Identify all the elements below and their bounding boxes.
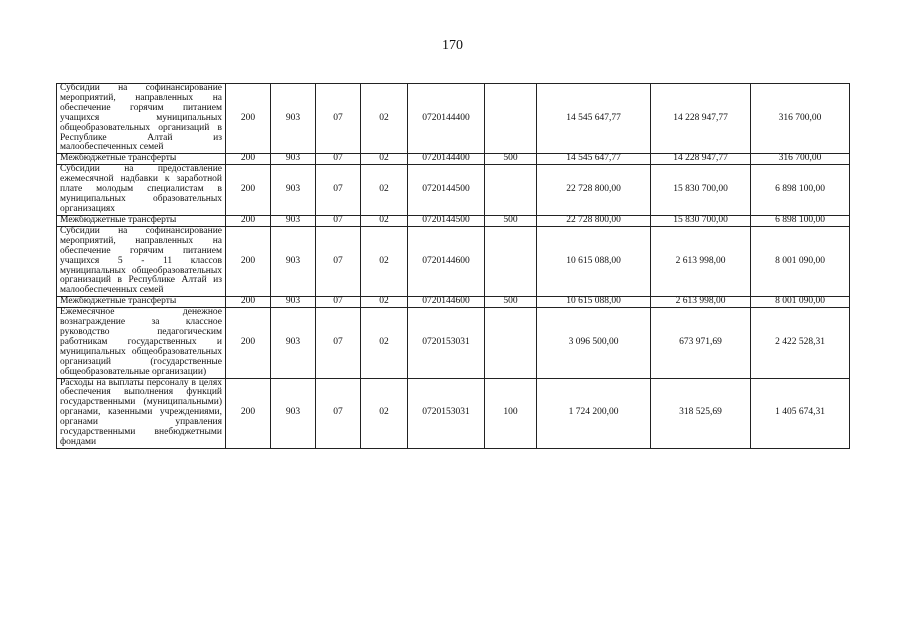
section-code-cell: 07 — [316, 84, 361, 154]
amount-second-cell: 14 228 947,77 — [651, 84, 751, 154]
amount-total-cell: 10 615 088,00 — [537, 226, 651, 296]
table-row — [57, 215, 850, 226]
amount-third-cell: 6 898 100,00 — [751, 215, 850, 226]
table-row — [57, 378, 850, 448]
amount-second-cell: 15 830 700,00 — [651, 215, 751, 226]
row-name-cell: Субсидии на предоставление ежемесячной надбавки к заработной плате молодым специалистам в муниципальных образовательных организациях — [57, 165, 226, 216]
admin-code-cell: 200 — [226, 308, 271, 378]
amount-total-cell: 22 728 800,00 — [537, 165, 651, 216]
section-code-cell: 07 — [316, 297, 361, 308]
ministry-code-cell: 903 — [271, 215, 316, 226]
amount-third-cell: 316 700,00 — [751, 84, 850, 154]
amount-total-cell: 22 728 800,00 — [537, 215, 651, 226]
amount-third-cell: 8 001 090,00 — [751, 297, 850, 308]
ministry-code-cell: 903 — [271, 226, 316, 296]
subsection-code-cell: 02 — [361, 297, 408, 308]
row-name-cell: Ежемесячное денежное вознаграждение за классное руководство педагогическим работникам государственных и муниципальных общеобразовательных организаций (государственные общеобразовательные организации) — [57, 308, 226, 378]
section-code-cell: 07 — [316, 378, 361, 448]
expense-type-cell — [485, 226, 537, 296]
expense-type-cell — [485, 308, 537, 378]
amount-second-cell: 15 830 700,00 — [651, 165, 751, 216]
amount-total-cell: 3 096 500,00 — [537, 308, 651, 378]
table-row — [57, 226, 850, 296]
expense-type-cell: 100 — [485, 378, 537, 448]
amount-third-cell: 8 001 090,00 — [751, 226, 850, 296]
subsection-code-cell: 02 — [361, 215, 408, 226]
row-name-cell: Межбюджетные трансферты — [57, 215, 226, 226]
amount-third-cell: 1 405 674,31 — [751, 378, 850, 448]
admin-code-cell: 200 — [226, 165, 271, 216]
subsection-code-cell: 02 — [361, 154, 408, 165]
subsection-code-cell: 02 — [361, 165, 408, 216]
table-row — [57, 308, 850, 378]
budget-table — [56, 83, 850, 449]
admin-code-cell: 200 — [226, 154, 271, 165]
amount-second-cell: 2 613 998,00 — [651, 297, 751, 308]
admin-code-cell: 200 — [226, 378, 271, 448]
row-name-cell: Межбюджетные трансферты — [57, 154, 226, 165]
expense-type-cell: 500 — [485, 154, 537, 165]
expense-type-cell: 500 — [485, 297, 537, 308]
table-body — [57, 84, 850, 449]
table-row — [57, 297, 850, 308]
ministry-code-cell: 903 — [271, 308, 316, 378]
expense-type-cell: 500 — [485, 215, 537, 226]
section-code-cell: 07 — [316, 215, 361, 226]
table-row — [57, 165, 850, 216]
admin-code-cell: 200 — [226, 226, 271, 296]
ministry-code-cell: 903 — [271, 165, 316, 216]
amount-second-cell: 14 228 947,77 — [651, 154, 751, 165]
admin-code-cell: 200 — [226, 215, 271, 226]
row-name-cell: Субсидии на софинансирование мероприятий, направленных на обеспечение горячим питанием учащихся 5 - 11 классов муниципальных общеобразовательных организаций в Республике Алтай из малообеспеченных семей — [57, 226, 226, 296]
ministry-code-cell: 903 — [271, 154, 316, 165]
table-row — [57, 84, 850, 154]
expense-type-cell — [485, 84, 537, 154]
amount-second-cell: 318 525,69 — [651, 378, 751, 448]
target-article-cell: 0720144500 — [408, 165, 485, 216]
subsection-code-cell: 02 — [361, 378, 408, 448]
section-code-cell: 07 — [316, 165, 361, 216]
row-name-cell: Субсидии на софинансирование мероприятий, направленных на обеспечение горячим питанием учащихся муниципальных общеобразовательных организаций в Республике Алтай из малообеспеченных семей — [57, 84, 226, 154]
target-article-cell: 0720144600 — [408, 226, 485, 296]
subsection-code-cell: 02 — [361, 226, 408, 296]
target-article-cell: 0720144500 — [408, 215, 485, 226]
admin-code-cell: 200 — [226, 84, 271, 154]
ministry-code-cell: 903 — [271, 84, 316, 154]
expense-type-cell — [485, 165, 537, 216]
section-code-cell: 07 — [316, 226, 361, 296]
ministry-code-cell: 903 — [271, 297, 316, 308]
target-article-cell: 0720144400 — [408, 84, 485, 154]
row-name-cell: Расходы на выплаты персоналу в целях обеспечения выполнения функций государственными (муниципальными) органами, казенными учреждениями, органами управления государственными внебюджетными фондами — [57, 378, 226, 448]
target-article-cell: 0720144600 — [408, 297, 485, 308]
row-name-cell: Межбюджетные трансферты — [57, 297, 226, 308]
amount-third-cell: 6 898 100,00 — [751, 165, 850, 216]
amount-total-cell: 14 545 647,77 — [537, 84, 651, 154]
subsection-code-cell: 02 — [361, 308, 408, 378]
target-article-cell: 0720153031 — [408, 378, 485, 448]
page-number: 170 — [442, 38, 463, 53]
admin-code-cell: 200 — [226, 297, 271, 308]
subsection-code-cell: 02 — [361, 84, 408, 154]
amount-total-cell: 10 615 088,00 — [537, 297, 651, 308]
target-article-cell: 0720144400 — [408, 154, 485, 165]
section-code-cell: 07 — [316, 154, 361, 165]
section-code-cell: 07 — [316, 308, 361, 378]
amount-total-cell: 1 724 200,00 — [537, 378, 651, 448]
amount-second-cell: 2 613 998,00 — [651, 226, 751, 296]
amount-third-cell: 316 700,00 — [751, 154, 850, 165]
amount-second-cell: 673 971,69 — [651, 308, 751, 378]
amount-third-cell: 2 422 528,31 — [751, 308, 850, 378]
target-article-cell: 0720153031 — [408, 308, 485, 378]
amount-total-cell: 14 545 647,77 — [537, 154, 651, 165]
ministry-code-cell: 903 — [271, 378, 316, 448]
